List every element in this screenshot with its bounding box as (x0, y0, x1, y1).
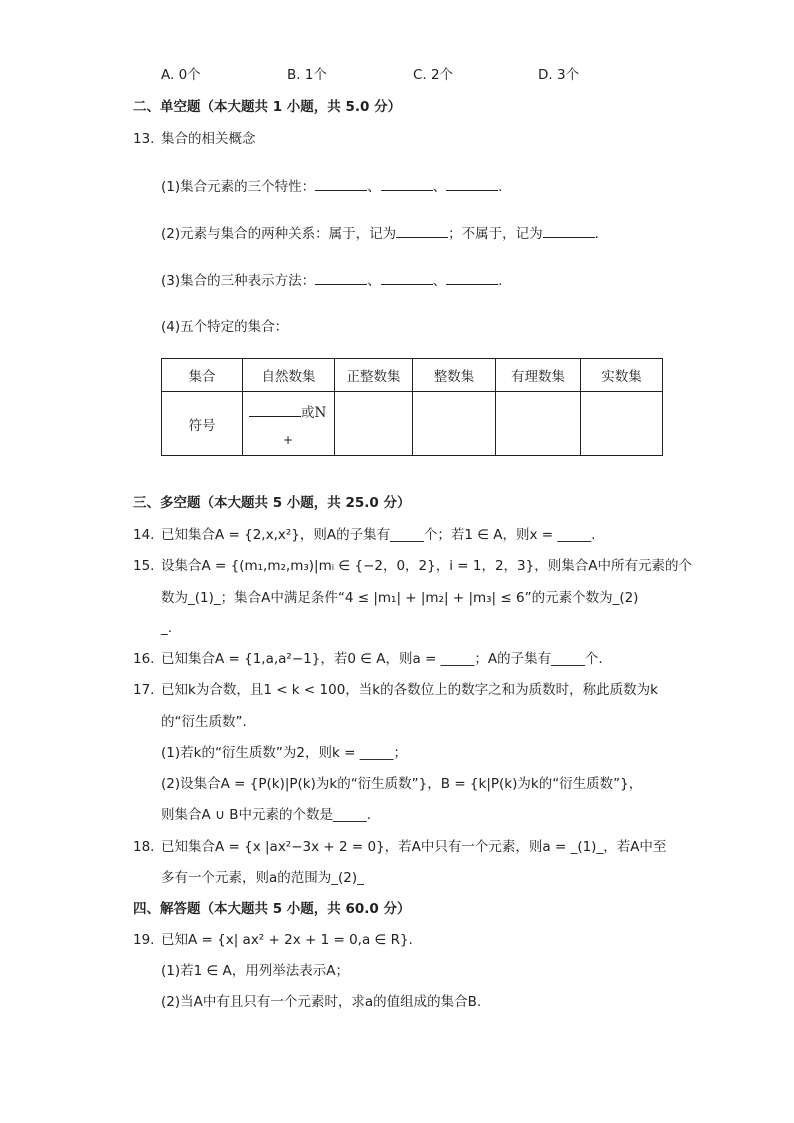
table-cell-positive-integers (335, 392, 413, 456)
question-18-line-1: 已知集合A = {x |ax²−3x + 2 = 0}，若A中只有一个元素，则a = _(1)_，若A中至 (161, 839, 667, 855)
table-header: 整数集 (413, 359, 496, 392)
question-18-line-2: 多有一个元素，则a的范围为_(2)_ (161, 870, 364, 886)
question-17-line-4: (2)设集合A = {P(k)|P(k)为k的“衍生质数”}，B = {k|P(k)为k的“衍生质数”}， (161, 776, 643, 792)
question-14-text: 已知集合A = {2,x,x²}，则A的子集有_____个；若1 ∈ A，则x = _____. (161, 527, 596, 543)
question-19-line-2: (1)若1 ∈ A，用列举法表示A； (161, 963, 350, 979)
question-16-text: 已知集合A = {1,a,a²−1}，若0 ∈ A，则a = _____；A的子集有_____个. (161, 651, 603, 667)
table-header: 正整数集 (335, 359, 413, 392)
option-b: B. 1个 (287, 67, 327, 83)
option-c: C. 2个 (413, 67, 454, 83)
question-15-line-1: 设集合A = {(m₁,m₂,m₃)|mᵢ ∈ {−2，0，2}，i = 1，2，3}，则集合A中所有元素的个 (161, 558, 692, 574)
question-number-16: 16. (133, 651, 155, 667)
question-15-line-3: _. (161, 620, 173, 636)
question-17-line-2: 的“衍生质数”. (161, 714, 247, 730)
question-19-line-1: 已知A = {x| ax² + 2x + 1 = 0,a ∈ R}. (161, 932, 413, 948)
question-number-13: 13. (133, 131, 155, 147)
section-title-answer: 四、解答题（本大题共 5 小题，共 60.0 分） (133, 901, 411, 917)
question-19-line-3: (2)当A中有且只有一个元素时，求a的值组成的集合B. (161, 994, 482, 1010)
question-number-15: 15. (133, 558, 155, 574)
question-17-line-5: 则集合A ∪ B中元素的个数是_____. (161, 807, 372, 823)
table-row-label: 符号 (162, 392, 243, 456)
table-cell-natural: 或N + (243, 392, 335, 456)
question-13-part-3: (3)集合的三种表示方法： 、 、 . (161, 273, 503, 289)
question-13-part-1: (1)集合元素的三个特性： 、 、 . (161, 179, 503, 195)
question-15-line-2: 数为_(1)_；集合A中满足条件“4 ≤ |m₁| + |m₂| + |m₃| ≤ 6”的元素个数为_(2) (161, 590, 639, 606)
question-13-part-2: (2)元素与集合的两种关系：属于，记为 ；不属于，记为 . (161, 226, 599, 242)
option-d: D. 3个 (538, 67, 580, 83)
table-header: 集合 (162, 359, 243, 392)
section-title-single-blank: 二、单空题（本大题共 1 小题，共 5.0 分） (133, 99, 402, 115)
section-title-multi-blank: 三、多空题（本大题共 5 小题，共 25.0 分） (133, 495, 411, 511)
question-number-17: 17. (133, 682, 155, 698)
question-13-title: 集合的相关概念 (161, 131, 256, 147)
question-number-19: 19. (133, 932, 155, 948)
question-13-part-4: (4)五个特定的集合： (161, 319, 289, 335)
table-cell-rationals (496, 392, 581, 456)
question-17-line-3: (1)若k的“衍生质数”为2，则k = _____； (161, 745, 407, 761)
option-a: A. 0个 (161, 67, 201, 83)
question-number-14: 14. (133, 527, 155, 543)
table-header: 实数集 (581, 359, 663, 392)
question-17-line-1: 已知k为合数，且1 < k < 100，当k的各数位上的数字之和为质数时，称此质数为k (161, 682, 658, 698)
question-number-18: 18. (133, 839, 155, 855)
table-header: 自然数集 (243, 359, 335, 392)
special-sets-table (161, 358, 663, 456)
table-header: 有理数集 (496, 359, 581, 392)
table-cell-integers (413, 392, 496, 456)
table-cell-reals (581, 392, 663, 456)
